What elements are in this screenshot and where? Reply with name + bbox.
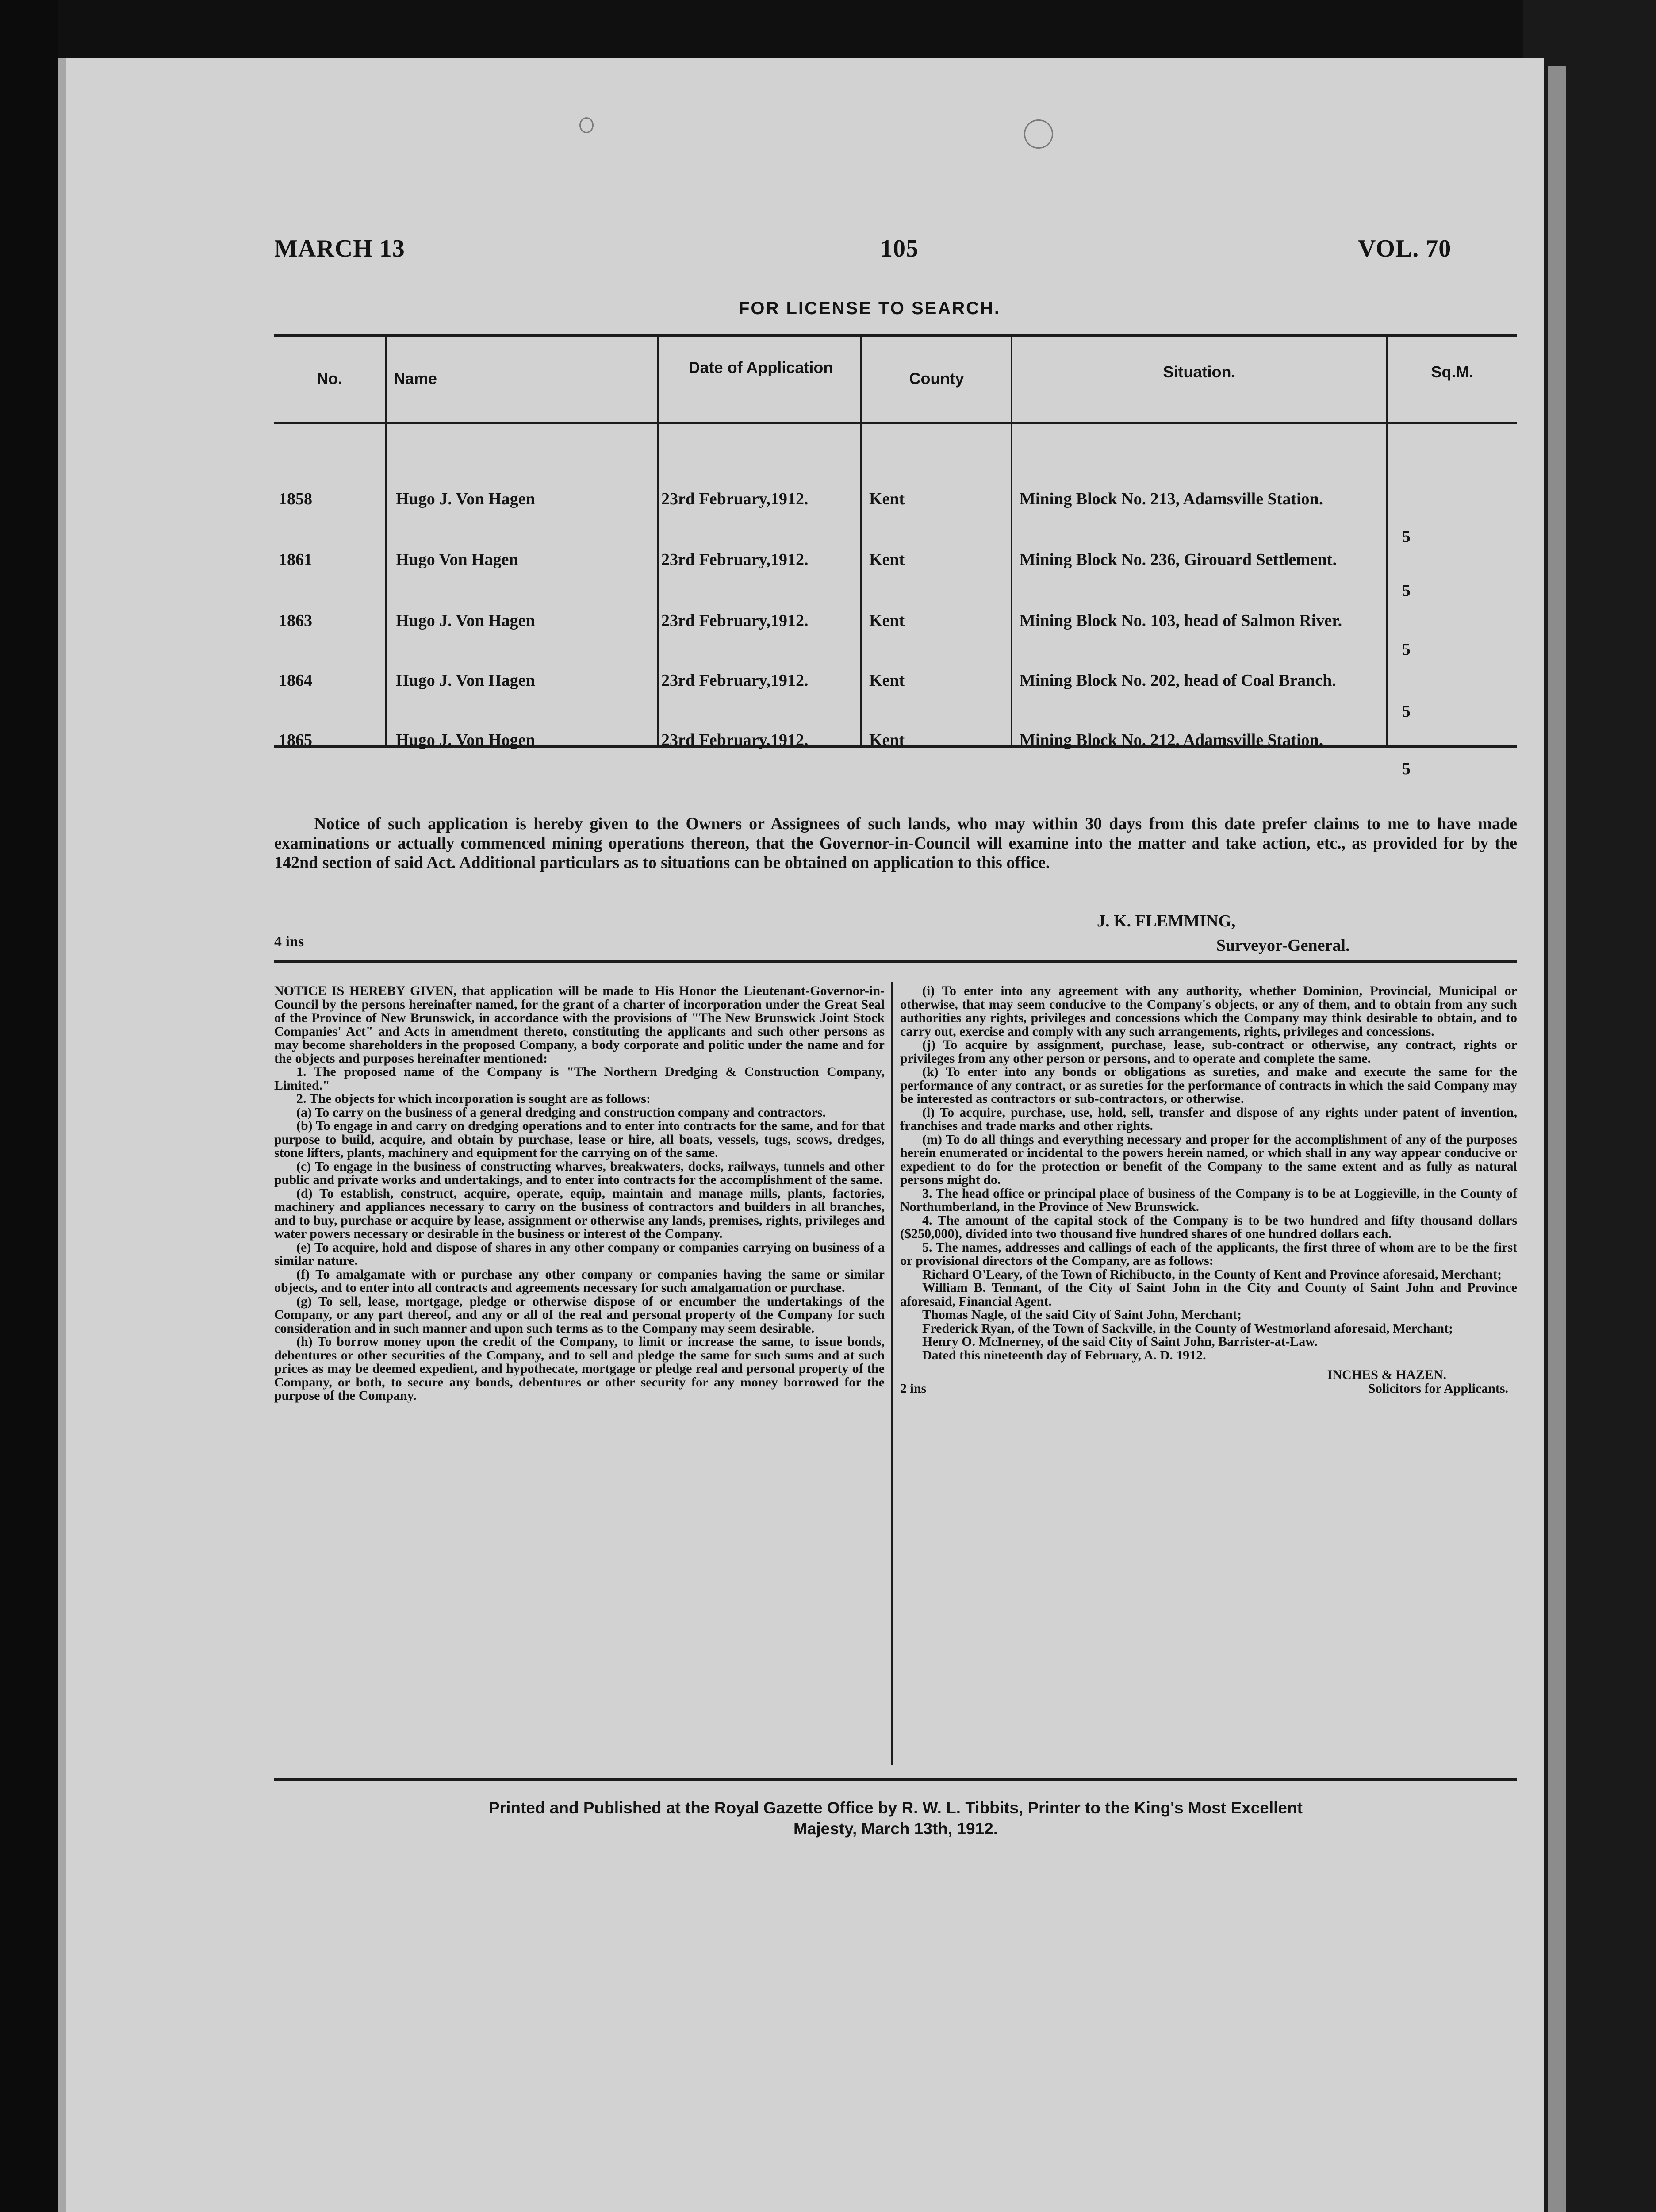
row-situation: Mining Block No. 213, Adamsville Station. [1020,490,1323,508]
row-no: 1864 [279,671,312,690]
clause: (b) To engage in and carry on dredging operations and to enter into contracts for the same, and for that purpose to build, acquire, and obtain by purchase, lease or hire, all boats, vessels, tugs, scows, dredges, stone lifters, plants, machinery and equipment for the carrying on of the same. [274,1118,885,1160]
clause: (k) To enter into any bonds or obligations as sureties, and make and execute the same for the performance of any contract, or as sureties for the performance of contracts in which the said Company may be interested as contractors or sub-contractors, or otherwise. [900,1064,1517,1106]
clause: (g) To sell, lease, mortgage, pledge or otherwise dispose of or encumber the undertakings of the Company, or any part thereof, and any or all of the real and personal property of the Company for such consideration and in such manner and upon such terms as to the Company may seem desirable. [274,1294,885,1336]
table-top-rule [274,334,1517,337]
clause: (i) To enter into any agreement with any authority, whether Dominion, Provincial, Municipal or otherwise, that may seem conducive to the Company's objects, or any of them, and to obtain from any such authorities any rights, privileges and concessions which the Company may think desirable to obtain, and to carry out, exercise and comply with any such arrangements, rights, privileges and concessions. [900,983,1517,1039]
row-no: 1861 [279,550,312,569]
row-county: Kent [869,490,905,508]
clause: (h) To borrow money upon the credit of the Company, to limit or increase the same, to issue bonds, debentures or other securities of the Company, and to sell and pledge the same for such sums and at such prices as may be deemed expedient, and hypothecate, mortgage or pledge real and personal property of the Company, or both, to secure any bonds, debentures or other security for any money borrowed for the purpose of the Company. [274,1334,885,1403]
row-sqm: 5 [1402,640,1411,659]
row-no: 1863 [279,611,312,630]
film-border-left [0,0,58,2212]
punch-mark [579,117,594,133]
notice-paragraph: Notice of such application is hereby given to the Owners or Assignees of such lands, who may within 30 days from this date prefer claims to me to have made examinations or actually commenced mining operations thereon, that the Governor-in-Council will examine into the matter and take action, etc., as provided for by the 142nd section of said Act. Additional particulars as to situations can be obtained on application to this office. [274,814,1517,872]
insertions-count: 2 ins [900,1381,927,1396]
footer-rule [274,1778,1517,1781]
incorporation-right-column [900,984,1517,1397]
row-county: Kent [869,611,905,630]
column-header-situation: Situation. [1163,363,1236,381]
applicant: Henry O. McInerney, of the said City of Saint John, Barrister-at-Law. [922,1334,1318,1349]
table-header-rule [274,422,1517,424]
imprint-line-1: Printed and Published at the Royal Gazette Office by R. W. L. Tibbits, Printer to the King's Most Excellent [489,1799,1303,1817]
row-date: 23rd February,1912. [661,671,809,690]
table-title: FOR LICENSE TO SEARCH. [739,299,1000,318]
clause: 2. The objects for which incorporation is sought are as follows: [296,1091,651,1106]
solicitor-name: INCHES & HAZEN. [1327,1367,1446,1382]
table-row [66,549,1544,609]
incorporation-left-column [274,984,885,1403]
row-sqm: 5 [1402,760,1411,778]
issue-date: MARCH 13 [274,235,405,262]
gazette-page [58,58,1544,2212]
applicant: Richard O'Leary, of the Town of Richibucto, in the County of Kent and Province aforesaid, Merchant; [922,1267,1502,1282]
row-situation: Mining Block No. 236, Girouard Settlement. [1020,550,1337,569]
clause: (d) To establish, construct, acquire, operate, equip, maintain and manage mills, plants, factories, machinery and appliances necessary to carry on the business of contractors and builders in all branches, and to buy, purchase or acquire by lease, assignment or otherwise any lands, premises, rights, privileges and water powers necessary or desirable in the business or interest of the Company. [274,1186,885,1241]
row-name: Hugo J. Von Hagen [396,611,535,630]
punch-mark [1024,119,1053,149]
table-row [66,489,1544,549]
column-divider [891,982,893,1765]
clause: 1. The proposed name of the Company is "The Northern Dredging & Construction Company, Limited." [274,1064,885,1093]
solicitor-title: Solicitors for Applicants. [1368,1381,1508,1396]
row-date: 23rd February,1912. [661,731,809,749]
row-no: 1858 [279,490,312,508]
imprint-line-2: Majesty, March 13th, 1912. [793,1820,998,1838]
row-date: 23rd February,1912. [661,550,809,569]
table-row [66,611,1544,670]
dated-line: Dated this nineteenth day of February, A. D. 1912. [922,1348,1206,1363]
clause: (c) To engage in the business of constructing wharves, breakwaters, docks, railways, tunnels and other public and private works and undertakings, and to enter into contracts for the accomplishment of the same. [274,1159,885,1187]
applicant: William B. Tennant, of the City of Saint John in the City and County of Saint John and Province aforesaid, Financial Agent. [900,1280,1517,1309]
clause: (j) To acquire by assignment, purchase, lease, sub-contract or otherwise, any contract, rights or privileges from any other person or persons, and to operate and complete the same. [900,1037,1517,1066]
row-county: Kent [869,550,905,569]
column-header-date: Date of Application [688,358,833,376]
page-edge [1548,66,1566,2212]
row-name: Hugo J. Von Hagen [396,671,535,690]
row-situation: Mining Block No. 103, head of Salmon River. [1020,611,1342,630]
row-name: Hugo J. Von Hogen [396,731,535,749]
section-rule [274,960,1517,963]
clause: (e) To acquire, hold and dispose of shares in any other company or companies carrying on business of a similar nature. [274,1240,885,1268]
clause: 4. The amount of the capital stock of the Company is to be two hundred and fifty thousand dollars ($250,000), divided into two thousand five hundred shares of one hundred dollars each. [900,1213,1517,1241]
signer-name: J. K. FLEMMING, [1097,912,1236,930]
column-header-county: County [909,369,964,388]
row-county: Kent [869,671,905,690]
clause: 5. The names, addresses and callings of each of the applicants, the first three of whom are to be the first or provisional directors of the Company, are as follows: [900,1240,1517,1268]
row-sqm: 5 [1402,702,1411,721]
clause: (m) To do all things and everything necessary and proper for the accomplishment of any of the purposes herein enumerated or incidental to the powers herein named, or which shall in any way appear conducive or expedient to do for the protection or benefit of the Company to the same extent and as fully as natural persons might do. [900,1132,1517,1187]
applicant: Thomas Nagle, of the said City of Saint John, Merchant; [922,1307,1242,1322]
table-row [66,670,1544,730]
volume-number: VOL. 70 [1358,235,1452,262]
row-sqm: 5 [1402,527,1411,546]
row-sqm: 5 [1402,581,1411,600]
row-name: Hugo J. Von Hagen [396,490,535,508]
applicant: Frederick Ryan, of the Town of Sackville, in the County of Westmorland aforesaid, Merchant; [922,1321,1453,1336]
clause: (f) To amalgamate with or purchase any other company or companies having the same or similar objects, and to enter into all contracts and agreements necessary for such amalgamation or purchase. [274,1267,885,1295]
row-no: 1865 [279,731,312,749]
column-header-no: No. [317,369,342,388]
page-number: 105 [880,235,919,262]
row-situation: Mining Block No. 202, head of Coal Branch. [1020,671,1336,690]
table-row [66,730,1544,783]
row-date: 23rd February,1912. [661,611,809,630]
column-header-sqm: Sq.M. [1431,363,1474,381]
row-name: Hugo Von Hagen [396,550,518,569]
notice-intro: NOTICE IS HEREBY GIVEN, that application will be made to His Honor the Lieutenant-Governor-in-Council by the persons hereinafter named, for the grant of a charter of incorporation under the Great Seal of the Province of New Brunswick, in accordance with the provisions of "The New Brunswick Joint Stock Companies' Act" and Acts in amendment thereto, constituting the applicants and such other persons as may become shareholders in the proposed Company, a body corporate and politic under the name and for the objects and purposes hereinafter mentioned: [274,983,885,1066]
clause: (l) To acquire, purchase, use, hold, sell, transfer and dispose of any rights under patent of invention, franchises and trade marks and other rights. [900,1105,1517,1133]
clause: 3. The head office or principal place of business of the Company is to be at Loggieville, in the County of Northumberland, in the Province of New Brunswick. [900,1186,1517,1214]
insertions-count: 4 ins [274,933,304,950]
row-county: Kent [869,731,905,749]
column-header-name: Name [394,369,437,388]
row-date: 23rd February,1912. [661,490,809,508]
clause: (a) To carry on the business of a general dredging and construction company and contractors. [296,1105,826,1120]
row-situation: Mining Block No. 212, Adamsville Station. [1020,731,1323,749]
signer-title: Surveyor-General. [1216,936,1350,955]
